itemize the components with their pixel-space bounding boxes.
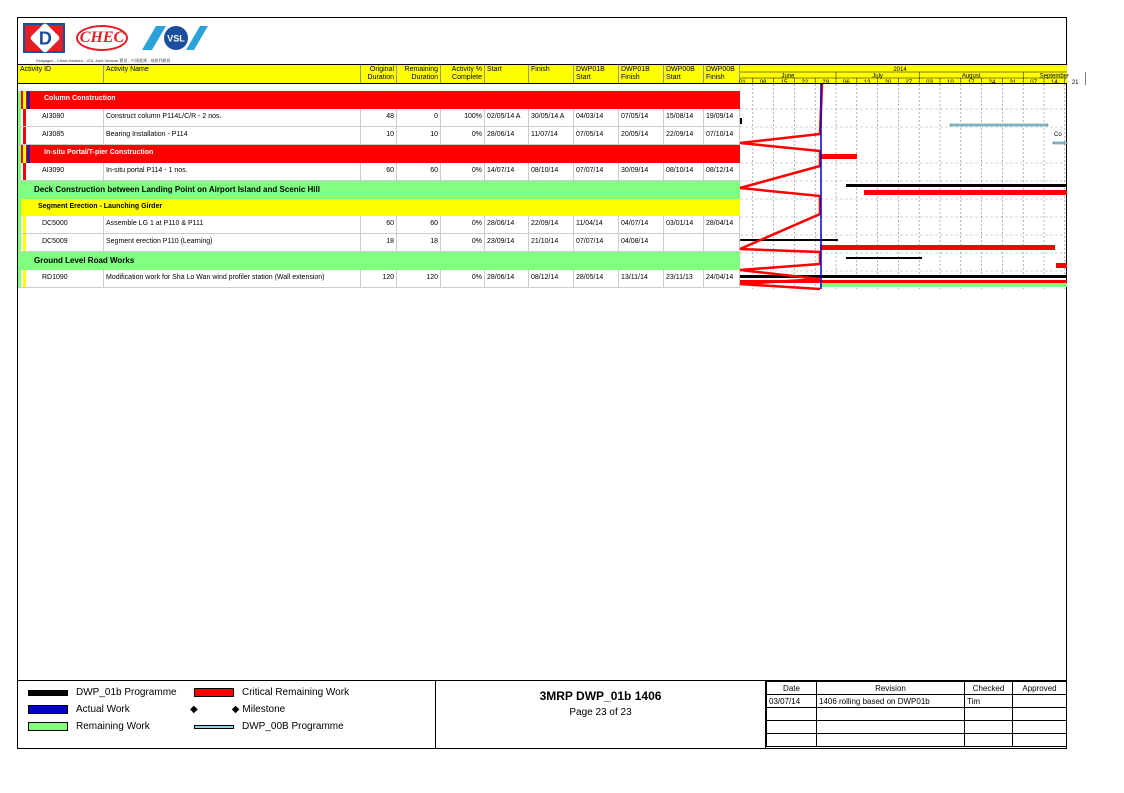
week-label: 15 — [780, 80, 788, 86]
wbs-band-level3[interactable] — [18, 145, 740, 163]
activity-name: Assemble LG 1 at P110 & P111 — [104, 216, 361, 233]
rev-col-approved: Approved — [1013, 682, 1067, 695]
critical-bar — [1056, 263, 1067, 268]
dwp00b-finish: 24/04/14 — [704, 270, 740, 287]
col-remaining-duration[interactable]: Remaining Duration — [397, 65, 441, 83]
wbs-stripe — [18, 181, 21, 199]
wbs-label: Deck Construction between Landing Point on Airport Island and Scenic Hill — [34, 185, 320, 194]
dwp00b-start: 03/01/14 — [664, 216, 704, 233]
activity-name: Segment erection P110 (Learning) — [104, 234, 361, 251]
percent-complete: 0% — [441, 127, 485, 144]
dwp00b-finish: 28/04/14 — [704, 216, 740, 233]
percent-complete: 0% — [441, 163, 485, 180]
dwp01b-finish: 30/09/14 — [619, 163, 664, 180]
wbs-label: In-situ Portal/T-pier Construction — [44, 149, 154, 156]
wbs-stripe — [27, 91, 30, 109]
table-row[interactable] — [18, 127, 740, 145]
week-label: 24 — [988, 80, 996, 86]
dwp00b-bar — [1053, 142, 1067, 144]
title-block — [436, 680, 766, 749]
wbs-stripe — [27, 145, 30, 163]
legend-dwp00b: DWP_00B Programme — [194, 721, 344, 732]
col-activity-id[interactable]: Activity ID — [18, 65, 104, 83]
dwp00b-finish: 19/09/14 — [704, 109, 740, 126]
week-label: 27 — [905, 80, 913, 86]
week-label: 07 — [1030, 80, 1037, 86]
dwp01b-finish: 04/07/14 — [619, 216, 664, 233]
dwp00b-finish — [704, 234, 740, 251]
wbs-band-level1[interactable] — [18, 252, 740, 270]
dwp00b-start: 15/08/14 — [664, 109, 704, 126]
remaining-duration: 0 — [397, 109, 441, 126]
week-label: 20 — [884, 80, 892, 86]
activity-name: Modification work for Sha Lo Wan wind profiler station (Wall extension) — [104, 270, 361, 287]
finish-date: 11/07/14 — [529, 127, 574, 144]
activity-name: Construct column P114L/C/R - 2 nos. — [104, 109, 361, 126]
diamond-icon: ◆ — [231, 704, 240, 715]
svg-text:VSL: VSL — [167, 33, 185, 44]
finish-date: 08/10/14 — [529, 163, 574, 180]
finish-date: 08/12/14 — [529, 270, 574, 287]
legend-dwp00b-swatch — [194, 725, 234, 729]
table-header — [18, 64, 740, 84]
week-label: 10 — [947, 80, 954, 86]
col-original-duration[interactable]: Original Duration — [361, 65, 397, 83]
dwp00b-start: 22/09/14 — [664, 127, 704, 144]
dwp01b-start: 07/07/14 — [574, 234, 619, 251]
jv-subtitle: Dragages - China Harbour - VSL Joint Venture 寶嘉 - 中國港灣 - 威勝利聯營 — [36, 58, 171, 63]
wbs-stripe — [18, 91, 21, 109]
start-date: 28/06/14 — [485, 216, 529, 233]
wbs-stripe — [23, 270, 26, 287]
dwp01b-finish: 07/05/14 — [619, 109, 664, 126]
logo-bar — [20, 20, 220, 65]
dwp01b-bar — [846, 184, 1067, 187]
percent-complete: 100% — [441, 109, 485, 126]
dwp00b-finish: 08/12/14 — [704, 163, 740, 180]
revision-row — [767, 734, 1067, 747]
schedule-page — [17, 17, 1079, 749]
critical-bar — [864, 190, 1067, 195]
start-date: 23/09/14 — [485, 234, 529, 251]
legend-milestone: ◆ ◆ Milestone — [190, 704, 286, 715]
dwp01b-bar — [740, 118, 742, 124]
wbs-stripe — [23, 145, 26, 163]
start-date: 14/07/14 — [485, 163, 529, 180]
year-label: 2014 — [893, 67, 907, 73]
dwp01b-start: 07/05/14 — [574, 127, 619, 144]
month-label: July — [872, 73, 883, 80]
dwp01b-bar — [740, 239, 838, 241]
dwp00b-start — [664, 234, 704, 251]
month-label: August — [961, 73, 981, 80]
original-duration: 60 — [361, 216, 397, 233]
wbs-label: Segment Erection - Launching Girder — [38, 203, 163, 210]
revision-row — [767, 721, 1067, 734]
wbs-stripe — [18, 270, 21, 287]
table-row[interactable] — [18, 234, 740, 252]
finish-date: 30/05/14 A — [529, 109, 574, 126]
wbs-band-level3[interactable] — [18, 91, 740, 109]
col-dwp00b-start[interactable]: DWP00B Start — [664, 65, 704, 83]
wbs-stripe — [23, 216, 26, 233]
table-row[interactable] — [18, 216, 740, 234]
week-label: 29 — [822, 80, 829, 86]
week-label: 14 — [1051, 80, 1058, 86]
critical-bar — [820, 154, 857, 159]
wbs-band-level1[interactable] — [18, 181, 740, 199]
remaining-duration: 10 — [397, 127, 441, 144]
legend-critical: Critical Remaining Work — [194, 687, 349, 698]
rev-col-revision: Revision — [817, 682, 965, 695]
wbs-stripe — [18, 216, 21, 233]
dwp00b-start: 23/11/13 — [664, 270, 704, 287]
wbs-stripe — [18, 252, 21, 270]
legend-critical-swatch — [194, 688, 234, 697]
col-activity-complete[interactable]: Activity % Complete — [441, 65, 485, 83]
wbs-label: Ground Level Road Works — [34, 256, 135, 265]
activity-id: DC5009 — [40, 234, 104, 251]
wbs-stripe — [18, 109, 21, 126]
wbs-stripe — [18, 145, 21, 163]
dwp01b-bar — [846, 257, 922, 259]
dwp01b-start: 04/03/14 — [574, 109, 619, 126]
activity-id: RD1090 — [40, 270, 104, 287]
week-label: 17 — [967, 80, 975, 86]
week-label: 13 — [863, 80, 871, 86]
legend-remaining: Remaining Work — [28, 721, 150, 732]
activity-id: AI3090 — [40, 163, 104, 180]
wbs-stripe — [18, 163, 21, 180]
wbs-stripe — [23, 163, 26, 180]
wbs-stripe — [18, 127, 21, 144]
month-label: September — [1039, 73, 1070, 80]
original-duration: 120 — [361, 270, 397, 287]
week-label: 03 — [926, 80, 933, 86]
week-label: 01 — [739, 80, 746, 86]
revision-row — [767, 708, 1067, 721]
activity-name: Bearing Installation - P114 — [104, 127, 361, 144]
timeline-header — [739, 64, 1079, 86]
dwp01b-finish: 13/11/14 — [619, 270, 664, 287]
week-label: 21 — [1071, 80, 1079, 86]
wbs-stripe — [23, 109, 26, 126]
activity-id: DC5000 — [40, 216, 104, 233]
col-dwp01b-start[interactable]: DWP01B Start — [574, 65, 619, 83]
wbs-band-level2[interactable] — [18, 199, 740, 216]
col-start[interactable]: Start — [485, 65, 529, 83]
remaining-duration: 120 — [397, 270, 441, 287]
table-row[interactable] — [18, 109, 740, 127]
week-label: 06 — [843, 80, 850, 86]
dwp00b-bar — [950, 124, 1048, 126]
wbs-stripe — [23, 127, 26, 144]
legend-dwp01b-swatch — [28, 690, 68, 696]
vsl-logo — [142, 24, 208, 52]
percent-complete: 0% — [441, 270, 485, 287]
dwp00b-finish: 07/10/14 — [704, 127, 740, 144]
remaining-duration: 18 — [397, 234, 441, 251]
document-title: 3MRP DWP_01b 1406 — [539, 689, 662, 703]
wbs-stripe — [23, 234, 26, 251]
finish-date: 21/10/14 — [529, 234, 574, 251]
remaining-duration: 60 — [397, 216, 441, 233]
chec-logo: CHEC — [76, 25, 128, 51]
dwp01b-start: 07/07/14 — [574, 163, 619, 180]
dragages-logo: D — [23, 23, 65, 53]
gantt-chart — [740, 84, 1067, 289]
original-duration: 18 — [361, 234, 397, 251]
diamond-icon: ◆ — [190, 704, 198, 715]
original-duration: 48 — [361, 109, 397, 126]
original-duration: 10 — [361, 127, 397, 144]
activity-id: AI3080 — [40, 109, 104, 126]
critical-bar — [820, 245, 1055, 250]
revision-header-row — [767, 682, 1067, 695]
dwp01b-start: 28/05/14 — [574, 270, 619, 287]
dwp01b-finish: 20/05/14 — [619, 127, 664, 144]
col-dwp01b-finish[interactable]: DWP01B Finish — [619, 65, 664, 83]
dwp01b-start: 11/04/14 — [574, 216, 619, 233]
week-label: 08 — [759, 80, 767, 86]
cut-label: Co — [1054, 132, 1062, 138]
month-label: June — [781, 73, 795, 80]
revision-table — [766, 680, 1067, 749]
percent-complete: 0% — [441, 234, 485, 251]
legend-dwp01b: DWP_01b Programme — [28, 687, 177, 698]
finish-date: 22/09/14 — [529, 216, 574, 233]
table-row[interactable] — [18, 270, 740, 288]
table-row[interactable] — [18, 163, 740, 181]
start-date: 02/05/14 A — [485, 109, 529, 126]
activity-id: AI3085 — [40, 127, 104, 144]
page-number: Page 23 of 23 — [569, 707, 632, 718]
rev-col-date: Date — [767, 682, 817, 695]
gantt-bars — [740, 84, 1067, 289]
col-finish[interactable]: Finish — [529, 65, 574, 83]
dwp00b-start: 08/10/14 — [664, 163, 704, 180]
revision-row: 03/07/14 1406 rolling based on DWP01b Tim — [767, 695, 1067, 708]
legend-actual-swatch — [28, 705, 68, 714]
dwp01b-finish: 04/08/14 — [619, 234, 664, 251]
percent-complete: 0% — [441, 216, 485, 233]
activity-name: In-situ portal P114 - 1 nos. — [104, 163, 361, 180]
rev-col-checked: Checked — [965, 682, 1013, 695]
legend-actual: Actual Work — [28, 704, 130, 715]
wbs-stripe — [18, 234, 21, 251]
remaining-band — [820, 283, 1067, 287]
start-date: 28/06/14 — [485, 270, 529, 287]
original-duration: 60 — [361, 163, 397, 180]
legend-remaining-swatch — [28, 722, 68, 731]
wbs-stripe — [18, 199, 21, 216]
wbs-label: Column Construction — [44, 95, 116, 102]
remaining-duration: 60 — [397, 163, 441, 180]
col-dwp00b-finish[interactable]: DWP00B Finish — [704, 65, 740, 83]
col-activity-name[interactable]: Activity Name — [104, 65, 361, 83]
progress-line — [740, 84, 822, 289]
week-label: 22 — [801, 80, 809, 86]
timeline-scale — [739, 65, 1079, 86]
week-label: 31 — [1009, 80, 1017, 86]
legend — [18, 680, 436, 749]
start-date: 28/06/14 — [485, 127, 529, 144]
wbs-stripe — [23, 91, 26, 109]
